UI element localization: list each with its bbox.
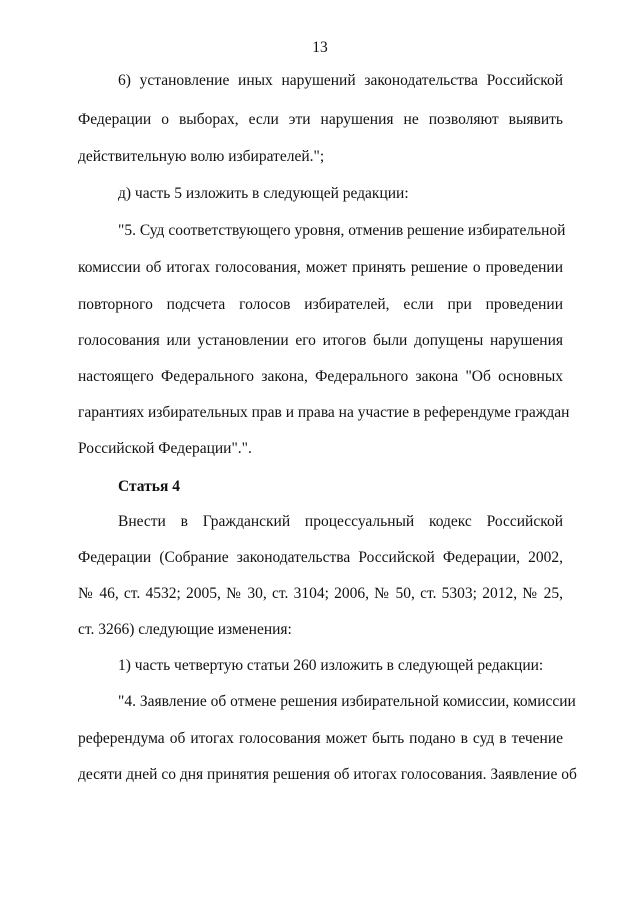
text-line: 6) установление иных нарушений законодательства Российской	[118, 72, 563, 89]
page-number: 13	[312, 39, 328, 56]
article-heading: Статья 4	[118, 478, 180, 495]
text-line: референдума об итогах голосования может быть подано в суд в течение	[78, 730, 563, 747]
text-line: десяти дней со дня принятия решения об итогах голосования. Заявление об	[78, 766, 577, 783]
text-line: Внести в Гражданский процессуальный кодекс Российской	[118, 513, 563, 530]
text-line: настоящего Федерального закона, Федерального закона "Об основных	[78, 368, 563, 385]
text-line: Федерации о выборах, если эти нарушения не позволяют выявить	[78, 111, 563, 128]
text-line: действительную волю избирателей.";	[78, 148, 325, 165]
text-line: ст. 3266) следующие изменения:	[78, 621, 292, 638]
text-line: "4. Заявление об отмене решения избирательной комиссии, комиссии	[118, 693, 576, 710]
text-line: повторного подсчета голосов избирателей, если при проведении	[78, 296, 563, 313]
text-line: Российской Федерации".".	[78, 440, 252, 457]
text-line: № 46, ст. 4532; 2005, № 30, ст. 3104; 2006, № 50, ст. 5303; 2012, № 25,	[78, 585, 563, 602]
text-line: д) часть 5 изложить в следующей редакции:	[118, 185, 409, 202]
text-line: 1) часть четвертую статьи 260 изложить в следующей редакции:	[118, 657, 544, 674]
text-line: голосования или установлении его итогов были допущены нарушения	[78, 332, 563, 349]
text-line: комиссии об итогах голосования, может принять решение о проведении	[78, 259, 563, 276]
text-line: Федерации (Собрание законодательства Российской Федерации, 2002,	[78, 549, 563, 566]
text-line: "5. Суд соответствующего уровня, отменив решение избирательной	[118, 222, 566, 239]
text-line: гарантиях избирательных прав и права на участие в референдуме граждан	[78, 404, 570, 421]
